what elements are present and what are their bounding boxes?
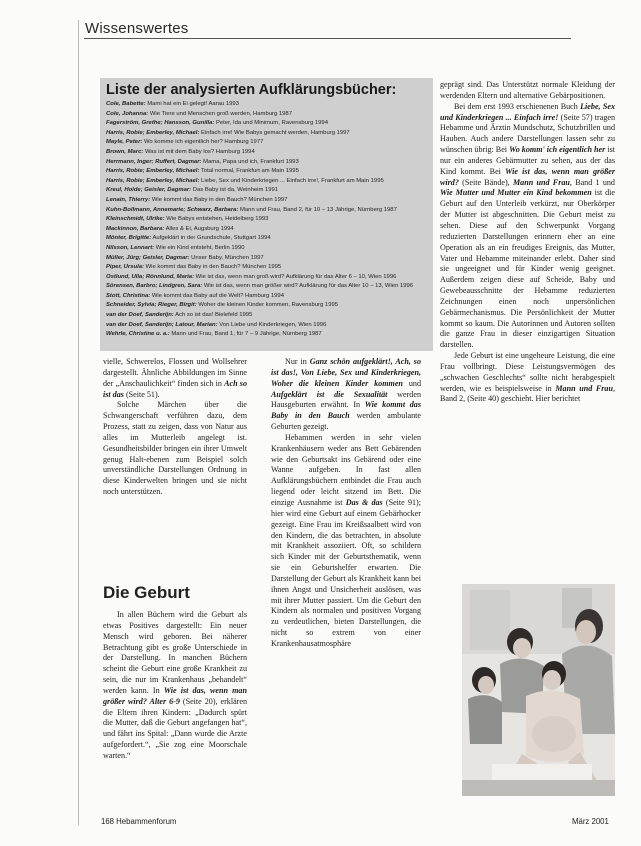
book-author: Herrmann, Inger; Ruffert, Dagmar: [106, 158, 202, 165]
book-title-text: Wie Babys entstehen, Heidelberg 1993 [164, 216, 269, 223]
paragraph: geprägt sind. Das Unterstützt normale Kleidung der werdenden Eltern und alternative Gebärpositionen. [440, 80, 615, 100]
book-list-item [106, 119, 428, 129]
book-list-item [106, 254, 428, 264]
book-author: Müller, Jürg; Geisler, Dagmar: [106, 254, 190, 261]
book-author: Mayle, Peter: [106, 139, 143, 146]
book-title-text: Wie kommt das Baby in den Bauch? München 1995 [143, 264, 282, 271]
book-author: Mönter, Brigitte: [106, 235, 152, 242]
paragraph: Hebammen werden in sehr vielen Krankenhäusern weder ans Bett Gebärenden wie den Geburtsakt ins Gebärend oder eine Wanne aufgeben. In fast allen Aufklärungsbüchern entbindet die Frau auch liegend oder leicht sitzend im Bett. Die einzige Ausnahme ist Das & das (Seite 91); hier wird eine Geburt auf einem Gebärhocker gezeigt. Eine Frau im Kreißsaalbett wird von den Kindern, die das betrachten, in absolute mit Krankheit assoziiert. Oft, so schildern sich Kinder mit der Geburtsthematik, wenn sie ein Geburtshelfer erwarten. Die Darstellung der Geburt als Krankheit kann bei ihnen Angst und Unsicherheit auslösen, was mit ihrer Mutter passiert. Um die Geburt den Kindern als normalen und positiven Vorgang zu verdeutlichen, bieten Darstellungen, die nicht so extrem von einer Krankenhausatmosphäre [271, 432, 421, 648]
footer-page-info: 168 Hebammenforum [101, 817, 177, 826]
book-list-title: Liste der analysierten Aufklärungsbücher: [106, 82, 397, 98]
book-title-text: Was ist mit dem Baby los? Hamburg 1994 [143, 148, 255, 155]
book-title-text: Wie kommt das Baby auf die Welt? Hamburg 1994 [150, 292, 284, 299]
book-title-text: Alles & Ei, Augsburg 1994 [164, 225, 234, 232]
column-1-top-text [103, 357, 247, 567]
book-author: Mackinnon, Barbara: [106, 225, 165, 232]
book-title-text: Das Baby ist da, Weinheim 1991 [191, 187, 279, 194]
book-list-item [106, 196, 428, 206]
book-author: Kreul, Holde; Geisler, Dagmar: [106, 187, 192, 194]
book-title-text: Von Liebe und Kinderkriegen, Wien 1996 [217, 321, 327, 328]
book-list-item [106, 263, 428, 273]
book-list-item [106, 138, 428, 148]
book-title-text: Wie kommt das Baby in den Bauch? München 1997 [150, 196, 288, 203]
paragraph: Solche Märchen über die Schwangerschaft verführen dazu, dem Prozess, statt zu zeigen, dass von Natur aus alles im Mutterleib angelegt ist. Gesundheitsbilder bringen ein ihrer Umwelt genug Halt-ebenen zum Beispiel solch unverständliche Darstellungen Ordnung in diese Kinderwelten bringen und sie nicht noch unterstützen. [103, 400, 247, 497]
book-author: Harris, Robie; Emberley, Michael: [106, 168, 200, 175]
book-list-item [106, 311, 428, 321]
book-author: Ostlund, Ulla; Rönnlund, Maria: [106, 273, 195, 280]
book-list-item [106, 330, 428, 340]
book-author: Kuhn-Bollmann, Annemarie; Schwarz, Barbara: [106, 206, 239, 213]
book-title-text: Peter, Ida und Minimum, Ravensburg 1994 [214, 120, 328, 127]
book-list-item [106, 292, 428, 302]
margin-rule [78, 20, 79, 825]
page-header-title: Wissenswertes [85, 20, 189, 37]
book-list-item [106, 282, 428, 292]
book-title-text: Mama, Papa und ich, Frankfurt 1993 [201, 158, 299, 165]
book-title-text: Wie ist das, wenn man größer wird? Aufklärung für das Alter 10 – 13, Wien 1996 [202, 283, 414, 290]
book-list-box [100, 78, 433, 351]
book-author: Cole, Johanna: [106, 110, 149, 117]
book-author: Brown, Marc: [106, 148, 144, 155]
header-rule [84, 38, 571, 39]
book-author: Lenain, Thierry: [106, 196, 151, 203]
book-title-text: Mami hat ein Ei gelegt! Aarau 1993 [145, 101, 239, 107]
book-author: Wehrle, Christine u. a.: [106, 331, 170, 338]
paragraph: Bei dem erst 1993 erschienenen Buch Liebe, Sex und Kinderkriegen ... Einfach irre! (Seite 57) tragen Hebamme und Ärztin Mundschutz, Schutzbrillen und Hauben. Auch andere Darstellungen lassen sehr zu wünschen übrig: Bei Wo komm' ich eigentlich her ist nur ein anderes Gebärmutter zu sehen, aus der das Kind kommt. Bei Wie ist das, wenn man größer wird? (Seite Bände), Mann und Frau, Band 1 und Wie Mutter und Mutter ein Kind bekommen ist die Geburt auf den Unterleib verkürzt, nur Oberkörper der Mutter ist abgeschnitten. Die Geburt meist zu sehen. Diese auf den Schwerpunkt Vorgang reduzierten Darstellungen erinnern eher an eine Operation als an ein freudiges Ereignis, das Mutter, Vater und Hebamme miteinander erlebt. Daher sind sie ungeeignet und für Kinder wenig geeignet. Außerdem zeigen diese auf Scheide, Baby und Gewebeausschnitte der Hebamme reduzierten Zeichnungen einen noch unpersönlichen Gebärmechanismus. Die Persönlichkeit der Mutter kommt so kaum. Die Autorinnen und Autoren sollten die ganze Frau in dieser einzigartigen Situation darstellen. [440, 101, 615, 350]
book-list-item [106, 158, 428, 168]
illustration-drawing [462, 584, 615, 796]
paragraph: Nur in Ganz schön aufgeklärt!, Ach, so ist das!, Von Liebe, Sex und Kinderkriegen, Woher die kleinen Kinder kommen und Aufgeklärt ist die Sexualität werden Hausgeburten erwähnt. In Wie kommt das Baby in den Bauch werden ambulante Geburten gezeigt. [271, 357, 421, 432]
book-list-item [106, 110, 428, 120]
book-author: Nilsson, Lennart: [106, 244, 155, 251]
book-list-item [106, 177, 428, 187]
book-title-text: Mann und Frau, Band 1, für 7 – 9 Jährige, Nürnberg 1987 [169, 331, 322, 338]
book-list-item [106, 321, 428, 331]
book-title-text: Aufgeklärt in der Grundschule, Stuttgart 1994 [151, 235, 271, 242]
paragraph: Jede Geburt ist eine ungeheure Leistung, die eine Frau vollbringt. Diese Leistungsvermögen des „schwachen Geschlechts“ sollte nicht herabgespielt werden, wie es beispielsweise in Mann und Frau, Band 2, (Seite 40) geschieht. Hier berichtet [440, 351, 615, 404]
book-author: Stott, Christina: [106, 292, 151, 299]
column-2-text [271, 357, 421, 812]
book-title-text: Einfach irre! Wie Babys gemacht werden, Hamburg 1997 [199, 129, 350, 136]
book-author: Harris, Robie; Emberley, Michael: [106, 177, 200, 184]
footer-date: März 2001 [572, 817, 609, 826]
book-author: Cole, Babette: [106, 101, 146, 107]
book-list-item [106, 206, 428, 216]
book-list-item [106, 167, 428, 177]
book-title-text: Total normal, Frankfurt am Main 1995 [199, 168, 299, 175]
column-3-text [440, 80, 615, 577]
book-author: Fagerström, Grethe; Hansson, Gunilla: [106, 120, 215, 127]
book-title-text: Mann und Frau, Band 2, für 10 – 13 Jährige, Nürnberg 1987 [238, 206, 397, 213]
book-author: Schneider, Sylvia; Rieger, Birgit: [106, 302, 197, 309]
book-title-text: Unser Baby, München 1997 [189, 254, 264, 261]
book-title-text: Wo komme ich eigentlich her? Hamburg 1977 [142, 139, 264, 146]
book-title-text: Ach so ist das! Bielefeld 1995 [173, 312, 253, 319]
book-list-item [106, 273, 428, 283]
book-author: Harris, Robie; Emberley, Michael: [106, 129, 200, 136]
book-list-item [106, 148, 428, 158]
book-list-item [106, 100, 428, 110]
book-author: van der Doef, Sanderijn: [106, 312, 174, 319]
column-1-bottom-text [103, 610, 247, 810]
birth-illustration [462, 584, 615, 796]
section-heading: Die Geburt [103, 583, 190, 602]
book-list-item [106, 301, 428, 311]
book-list [106, 100, 428, 340]
book-author: Kleinschmidt, Ulrike: [106, 216, 165, 223]
paragraph: In allen Büchern wird die Geburt als etwas Positives dargestellt: Ein neuer Mensch wird geboren. Bei näherer Betrachtung gibt es große Unterschiede in der Darstellung. In manchen Büchern scheint die Geburt eine große Krankheit zu sein, die nur im Krankenhaus „behandelt“ werden kann. In Wie ist das, wenn man größer wird? Alter 6-9 (Seite 20), erklären die Eltern ihren Kindern: „Dadurch spürt die Mutter, daß die Geburt angefangen hat“, und fährt ins Spital: „Dann wurde die Arzte aufgefordert.“, „Sie zog eine Moorschale warten.“ [103, 610, 247, 760]
book-list-item [106, 244, 428, 254]
book-author: Sörensen, Barbro; Lindgren, Sara: [106, 283, 203, 290]
book-title-text: Wie ist das, wenn man groß wird? Aufklärung für das Alter 6 – 10, Wien 1996 [194, 273, 397, 280]
book-author: Piper, Ursula: [106, 264, 144, 271]
book-list-item [106, 234, 428, 244]
book-list-item [106, 129, 428, 139]
book-title-text: Wie Tiere und Menschen groß werden, Hamburg 1987 [148, 110, 292, 117]
book-title-text: Liebe, Sex und Kinderkriegen ... Einfach irre!, Frankfurt am Main 1995 [199, 177, 384, 184]
book-list-item [106, 215, 428, 225]
book-list-item [106, 225, 428, 235]
book-list-item [106, 186, 428, 196]
book-author: van der Doef, Sanderijn; Latour, Marian: [106, 321, 218, 328]
paragraph: vielle, Schwerelos, Flossen und Wollsehrer dargestellt. Ähnliche Abbildungen im Sinne der „Anschaulichkeit“ finden sich in Ach so ist das (Seite 51). [103, 357, 247, 399]
book-title-text: Wie ein Kind entsteht, Berlin 1990 [154, 244, 245, 251]
book-title-text: Woher die kleinen Kinder kommen, Ravensburg 1995 [196, 302, 339, 309]
